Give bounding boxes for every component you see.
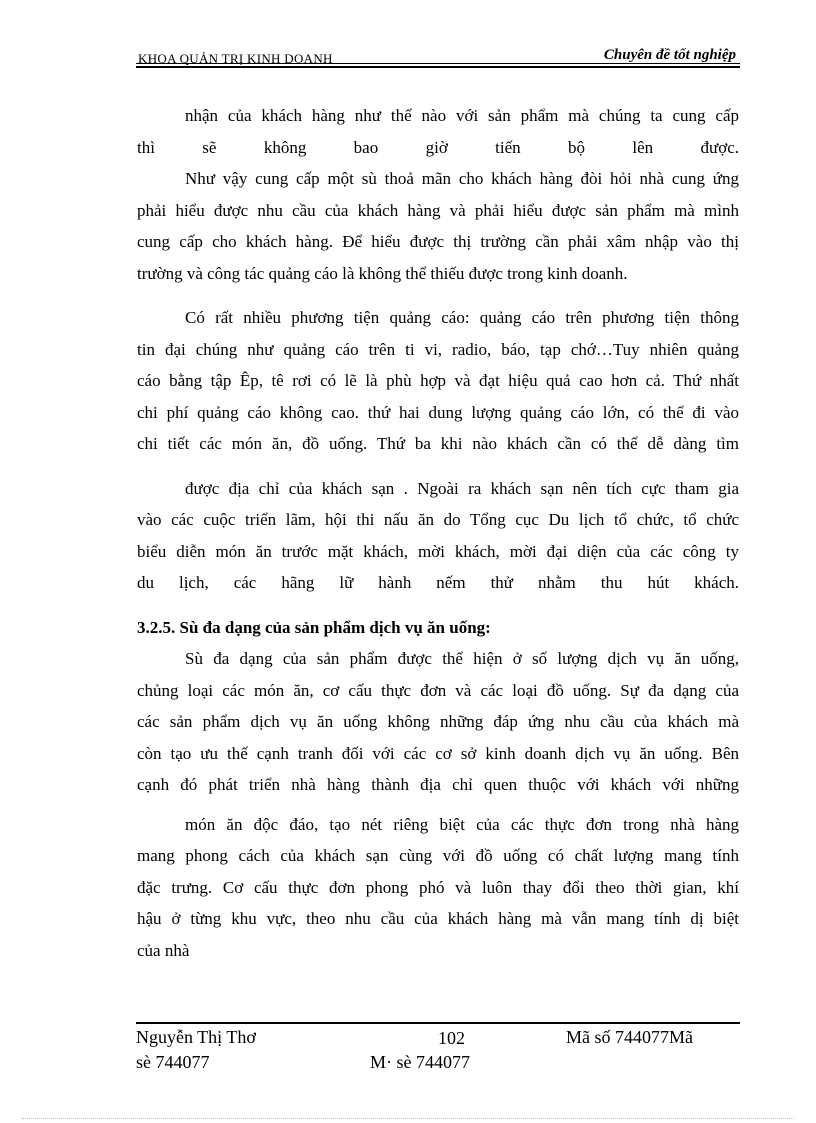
paragraph: [137, 809, 739, 967]
header-rule-thick: [136, 66, 740, 68]
footer-author: Nguyễn Thị Thơ: [136, 1027, 256, 1047]
text-line: hậu ở từng khu vực, theo nhu cầu của khách hàng mà vẫn mang tính dị biệt: [137, 909, 739, 928]
text-line: vào các cuộc triển lãm, hội thi nấu ăn do Tổng cục Du lịch tổ chức, tổ chức: [137, 510, 739, 529]
text-line: chủng loại các món ăn, cơ cấu thực đơn và các loại đồ uống. Sự đa dạng của: [137, 680, 739, 700]
section-heading: 3.2.5. Sù đa dạng của sản phẩm dịch vụ ăn uống:: [137, 617, 491, 637]
footer-code-continued: sè 744077: [136, 1052, 210, 1072]
page-edge-divider: [22, 1118, 794, 1119]
text-line: các sản phẩm dịch vụ ăn uống không những đáp ứng nhu cầu của khách mà: [137, 712, 739, 731]
paragraph: [137, 643, 739, 801]
footer-rule: [136, 1022, 740, 1024]
text-line: còn tạo ưu thế cạnh tranh đối với các cơ sở kinh doanh dịch vụ ăn uống. Bên: [137, 743, 739, 763]
document-body: [137, 100, 739, 966]
text-line: chi phí quảng cáo không cao. thứ hai dung lượng quảng cáo lớn, có thể đi vào: [137, 402, 739, 422]
text-line: trường và công tác quảng cáo là không thể thiếu được trong kinh doanh.: [137, 263, 628, 283]
text-line: tin đại chúng như quảng cáo trên ti vi, radio, báo, tạp chớ…Tuy nhiên quảng: [137, 339, 739, 359]
paragraph: [137, 100, 739, 163]
text-line: Sù đa dạng của sản phẩm được thể hiện ở số lượng dịch vụ ăn uống,: [185, 649, 739, 668]
text-line: được địa chỉ của khách sạn . Ngoài ra khách sạn nên tích cực tham gia: [185, 478, 739, 498]
header-title: Chuyên đề tốt nghiệp: [603, 47, 736, 63]
text-line: phải hiểu được nhu cầu của khách hàng và phải hiểu được sản phẩm mà mình: [137, 200, 739, 220]
text-line: nhận của khách hàng như thế nào với sản phẩm mà chúng ta cung cấp: [185, 106, 739, 125]
text-line: chi tiết các món ăn, đồ uống. Thứ ba khi nào khách cần có thể dễ dàng tìm: [137, 434, 739, 453]
header-rule: [136, 63, 740, 64]
paragraph: [137, 473, 739, 599]
text-line: món ăn độc đáo, tạo nét riêng biệt của các thực đơn trong nhà hàng: [185, 814, 739, 834]
text-line: cáo bằng tập Êp, tê rơi có lẽ là phù hợp và đạt hiệu quả cao hơn cả. Thứ nhất: [137, 371, 739, 390]
footer-code: Mã số 744077Mã: [566, 1027, 693, 1047]
text-line: của nhà: [137, 940, 190, 960]
page-footer: [136, 1022, 740, 1082]
text-line: mang phong cách của khách sạn cùng với đồ uống có chất lượng mang tính: [137, 846, 739, 865]
text-line: thì sẽ không bao giờ tiến bộ lên được.: [137, 137, 739, 157]
text-line: cung cấp cho khách hàng. Để hiểu được thị trường cần phải xâm nhập vào thị: [137, 232, 739, 251]
text-line: Như vậy cung cấp một sù thoả mãn cho khách hàng đòi hỏi nhà cung ứng: [185, 169, 739, 188]
paragraph: [137, 302, 739, 460]
text-line: biểu diễn món ăn trước mặt khách, mời khách, mời đại diện của các công ty: [137, 541, 739, 561]
text-line: cạnh đó phát triển nhà hàng thành địa chỉ quen thuộc với khách với những: [137, 775, 739, 794]
page-header: [136, 46, 740, 66]
text-line: đặc trưng. Cơ cấu thực đơn phong phó và luôn thay đổi theo thời gian, khí: [137, 877, 739, 897]
footer-code-line2: M· sè 744077: [370, 1052, 470, 1072]
page-number: 102: [438, 1028, 465, 1048]
text-line: Có rất nhiều phương tiện quảng cáo: quảng cáo trên phương tiện thông: [185, 308, 739, 327]
header-faculty: KHOA QUẢN TRỊ KINH DOANH: [138, 51, 333, 66]
paragraph: [137, 163, 739, 289]
text-line: du lịch, các hãng lữ hành nếm thử nhằm thu hút khách.: [137, 573, 739, 592]
